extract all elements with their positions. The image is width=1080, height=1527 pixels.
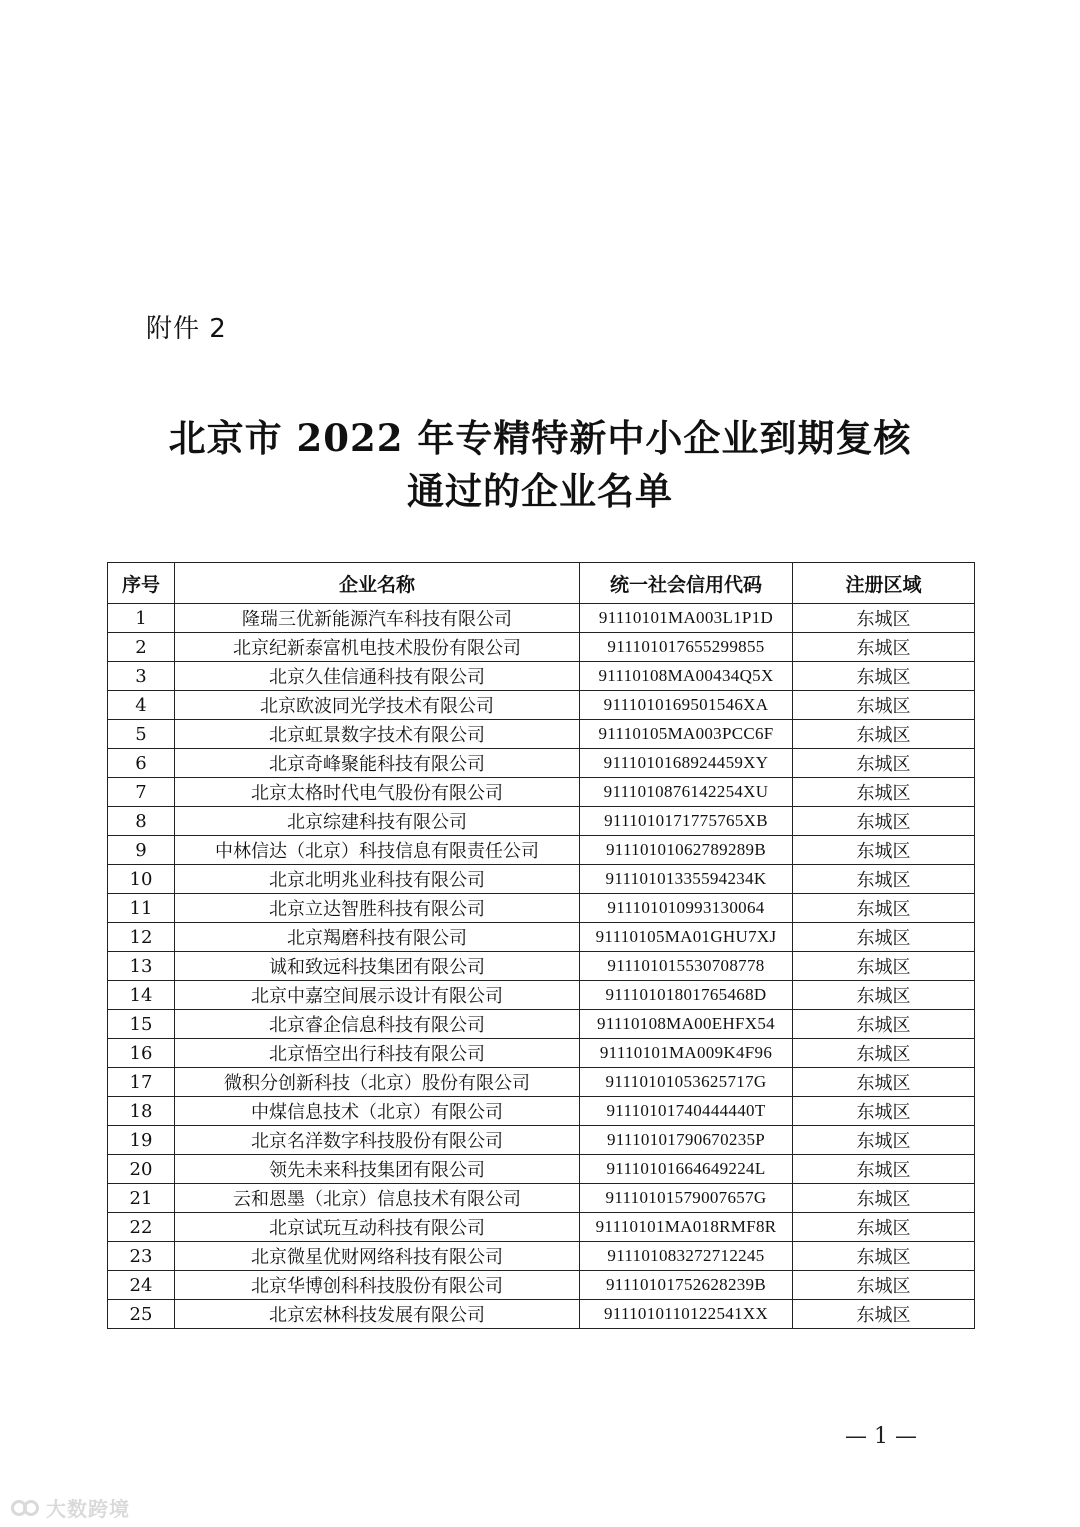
cell-credit-code: 9111010876142254XU (580, 778, 793, 807)
table-row (108, 1126, 975, 1155)
cell-region: 东城区 (793, 720, 975, 749)
cell-index: 19 (108, 1126, 175, 1155)
cell-company-name: 隆瑞三优新能源汽车科技有限公司 (175, 604, 580, 633)
cell-index: 22 (108, 1213, 175, 1242)
attachment-label: 附件 2 (146, 314, 227, 344)
cell-region: 东城区 (793, 981, 975, 1010)
cell-credit-code: 91110105MA003PCC6F (580, 720, 793, 749)
cell-region: 东城区 (793, 691, 975, 720)
cell-region: 东城区 (793, 749, 975, 778)
cell-region: 东城区 (793, 662, 975, 691)
cell-credit-code: 911101083272712245 (580, 1242, 793, 1271)
header-region: 注册区域 (793, 563, 975, 604)
cell-credit-code: 9111010171775765XB (580, 807, 793, 836)
cell-credit-code: 91110101579007657G (580, 1184, 793, 1213)
table-row (108, 1300, 975, 1329)
watermark-text: 大数跨境 (46, 1497, 130, 1521)
cell-company-name: 北京华博创科科技股份有限公司 (175, 1271, 580, 1300)
cell-company-name: 北京中嘉空间展示设计有限公司 (175, 981, 580, 1010)
cell-company-name: 北京综建科技有限公司 (175, 807, 580, 836)
cell-region: 东城区 (793, 1213, 975, 1242)
cell-region: 东城区 (793, 1155, 975, 1184)
cell-region: 东城区 (793, 1010, 975, 1039)
table-row (108, 604, 975, 633)
cell-index: 5 (108, 720, 175, 749)
cell-company-name: 微积分创新科技（北京）股份有限公司 (175, 1068, 580, 1097)
cell-credit-code: 91110101MA003L1P1D (580, 604, 793, 633)
cell-credit-code: 9111010169501546XA (580, 691, 793, 720)
cell-index: 13 (108, 952, 175, 981)
cell-index: 1 (108, 604, 175, 633)
cell-company-name: 北京久佳信通科技有限公司 (175, 662, 580, 691)
table-row (108, 981, 975, 1010)
cell-index: 23 (108, 1242, 175, 1271)
cell-region: 东城区 (793, 1097, 975, 1126)
cell-region: 东城区 (793, 807, 975, 836)
table-row (108, 1068, 975, 1097)
cell-credit-code: 91110101MA018RMF8R (580, 1213, 793, 1242)
cell-region: 东城区 (793, 1242, 975, 1271)
cell-company-name: 北京睿企信息科技有限公司 (175, 1010, 580, 1039)
table-header-row (108, 563, 975, 604)
link-icon (10, 1499, 40, 1517)
cell-company-name: 北京羯磨科技有限公司 (175, 923, 580, 952)
cell-company-name: 北京宏林科技发展有限公司 (175, 1300, 580, 1329)
cell-company-name: 中林信达（北京）科技信息有限责任公司 (175, 836, 580, 865)
header-company-name: 企业名称 (175, 563, 580, 604)
table-row (108, 1184, 975, 1213)
cell-index: 4 (108, 691, 175, 720)
cell-index: 10 (108, 865, 175, 894)
table-row (108, 662, 975, 691)
table-row (108, 1213, 975, 1242)
cell-credit-code: 911101010993130064 (580, 894, 793, 923)
table-row (108, 865, 975, 894)
cell-region: 东城区 (793, 1039, 975, 1068)
table-row (108, 923, 975, 952)
cell-index: 12 (108, 923, 175, 952)
table-row (108, 749, 975, 778)
cell-company-name: 北京北明兆业科技有限公司 (175, 865, 580, 894)
header-index: 序号 (108, 563, 175, 604)
cell-index: 14 (108, 981, 175, 1010)
cell-credit-code: 91110101740444440T (580, 1097, 793, 1126)
cell-region: 东城区 (793, 604, 975, 633)
cell-company-name: 中煤信息技术（北京）有限公司 (175, 1097, 580, 1126)
cell-index: 20 (108, 1155, 175, 1184)
cell-index: 17 (108, 1068, 175, 1097)
cell-region: 东城区 (793, 836, 975, 865)
cell-credit-code: 91110101752628239B (580, 1271, 793, 1300)
table-row (108, 691, 975, 720)
watermark (10, 1493, 130, 1522)
table-row (108, 836, 975, 865)
cell-company-name: 北京立达智胜科技有限公司 (175, 894, 580, 923)
cell-index: 24 (108, 1271, 175, 1300)
cell-index: 6 (108, 749, 175, 778)
cell-region: 东城区 (793, 1271, 975, 1300)
cell-credit-code: 9111010106278​9289B (580, 836, 793, 865)
cell-company-name: 北京欧波同光学技术有限公司 (175, 691, 580, 720)
document-title (0, 412, 1080, 518)
enterprise-table (107, 562, 975, 1329)
table-row (108, 1155, 975, 1184)
cell-credit-code: 91110101MA009K4F96 (580, 1039, 793, 1068)
table-row (108, 1271, 975, 1300)
cell-region: 东城区 (793, 865, 975, 894)
cell-credit-code: 9111010168924459XY (580, 749, 793, 778)
cell-credit-code: 911101017655299855 (580, 633, 793, 662)
cell-region: 东城区 (793, 633, 975, 662)
cell-company-name: 北京奇峰聚能科技有限公司 (175, 749, 580, 778)
table-row (108, 894, 975, 923)
cell-credit-code: 9111010110122541XX (580, 1300, 793, 1329)
cell-region: 东城区 (793, 778, 975, 807)
cell-index: 15 (108, 1010, 175, 1039)
cell-region: 东城区 (793, 1126, 975, 1155)
table-body (108, 604, 975, 1329)
cell-region: 东城区 (793, 1068, 975, 1097)
cell-credit-code: 91110101664649224L (580, 1155, 793, 1184)
cell-company-name: 云和恩墨（北京）信息技术有限公司 (175, 1184, 580, 1213)
cell-credit-code: 91110108MA00EHFX54 (580, 1010, 793, 1039)
cell-credit-code: 91110105MA01GHU7XJ (580, 923, 793, 952)
table-row (108, 1039, 975, 1068)
cell-credit-code: 91110101790670235P (580, 1126, 793, 1155)
cell-region: 东城区 (793, 1184, 975, 1213)
cell-index: 11 (108, 894, 175, 923)
cell-company-name: 北京名洋数字科技股份有限公司 (175, 1126, 580, 1155)
cell-company-name: 北京悟空出行科技有限公司 (175, 1039, 580, 1068)
cell-credit-code: 91110101801765468D (580, 981, 793, 1010)
cell-index: 8 (108, 807, 175, 836)
table-row (108, 807, 975, 836)
cell-company-name: 北京纪新泰富机电技术股份有限公司 (175, 633, 580, 662)
title-line-2: 通过的企业名单 (407, 469, 673, 513)
cell-index: 7 (108, 778, 175, 807)
page-number: — 1 — (845, 1424, 917, 1449)
cell-region: 东城区 (793, 894, 975, 923)
cell-region: 东城区 (793, 952, 975, 981)
table-row (108, 1097, 975, 1126)
cell-credit-code: 91110101335594234K (580, 865, 793, 894)
table-row (108, 720, 975, 749)
cell-index: 18 (108, 1097, 175, 1126)
cell-company-name: 北京试玩互动科技有限公司 (175, 1213, 580, 1242)
cell-company-name: 诚和致远科技集团有限公司 (175, 952, 580, 981)
cell-index: 9 (108, 836, 175, 865)
cell-company-name: 北京虹景数字技术有限公司 (175, 720, 580, 749)
table-row (108, 633, 975, 662)
cell-region: 东城区 (793, 923, 975, 952)
cell-index: 25 (108, 1300, 175, 1329)
cell-company-name: 北京微星优财网络科技有限公司 (175, 1242, 580, 1271)
cell-credit-code: 91110101053625717G (580, 1068, 793, 1097)
table-row (108, 1010, 975, 1039)
header-credit-code: 统一社会信用代码 (580, 563, 793, 604)
cell-company-name: 领先未来科技集团有限公司 (175, 1155, 580, 1184)
cell-company-name: 北京太格时代电气股份有限公司 (175, 778, 580, 807)
table-row (108, 952, 975, 981)
cell-index: 16 (108, 1039, 175, 1068)
table-row (108, 778, 975, 807)
cell-credit-code: 911101015530708778 (580, 952, 793, 981)
title-line-1: 北京市 2022 年专精特新中小企业到期复核 (168, 416, 912, 460)
cell-index: 2 (108, 633, 175, 662)
cell-index: 21 (108, 1184, 175, 1213)
table-row (108, 1242, 975, 1271)
cell-index: 3 (108, 662, 175, 691)
cell-region: 东城区 (793, 1300, 975, 1329)
cell-credit-code: 91110108MA00434Q5X (580, 662, 793, 691)
